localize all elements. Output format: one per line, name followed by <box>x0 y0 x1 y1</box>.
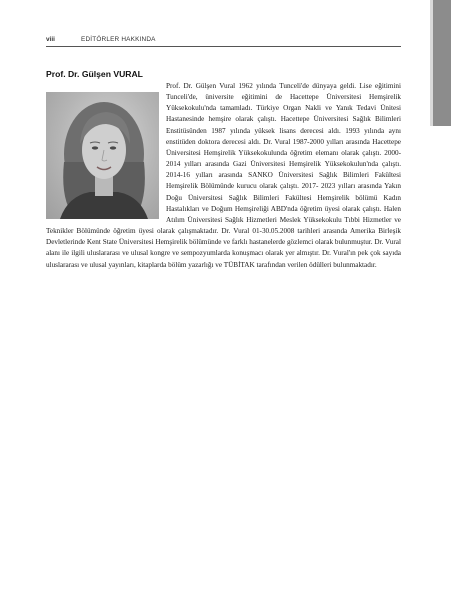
page-edge-tab <box>433 0 451 126</box>
biography-paragraph: Prof. Dr. Gülşen Vural 1962 yılında Tunceli'de dünyaya geldi. Lise eğitimini Tunceli'de, üniversite eğitimini de Hacettepe Üniversitesi Hemşirelik Yüksekokulu'nda tamamladı. Türkiye Organ Nakli ve Yanık Tedavi Ünitesi Hastanesinde hemşire olarak çalıştı. Hacettepe Üniversitesi Sağlık Bilimleri Enstitüsünden 1987 yılında yüksek lisans derecesi aldı. 1993 yılında aynı enstitüden doktora derecesi aldı. Dr. Vural 1987-2000 yılları arasında Hacettepe Üniversitesi Hemşirelik Yüksekokulunda öğretim elemanı olarak çalıştı. 2000-2014 yılları arasında Gazi Üniversitesi Hemşirelik Yüksekokulun'nda çalıştı. 2014-16 yılları arasında SANKO Üniversitesi Sağlık Bilimleri Fakültesi Hemşirelik Bölümünde kurucu olarak çalıştı. 2017- 2023 yılları arasında Yakın Doğu Üniversitesi Sağlık Bilimleri Fakültesi Hemşirelik bölümü Kadın Hastalıkları ve Doğum Hemşireliği ABD'nda öğretim üyesi olarak çalıştı. Halen Atılım Üniversitesi Sağlık Hizmetleri Meslek Yüksekokulu Tıbbi Hizmetler ve Teknikler Bölümünde öğretim üyesi olarak çalışmaktadır. Dr. Vural 01-30.05.2008 tarihleri arasında Amerika Birleşik Devletlerinde Kent State Üniversitesi Hemşirelik bölümünde ve farklı hastanelerde gözlemci olarak bulunmuştur. Dr. Vural alanı ile ilgili uluslararası ve ulusal kongre ve sempozyumlarda konuşmacı olarak yer almıştır. Dr. Vural'ın pek çok sayıda uluslararası ve ulusal yayınları, kitaplarda bölüm yazarlığı ve TÜBİTAK tarafından verilen ödülleri bulunmaktadır. <box>46 82 401 269</box>
author-name: Prof. Dr. Gülşen VURAL <box>46 69 143 79</box>
section-title: EDİTÖRLER HAKKINDA <box>81 36 156 43</box>
biography <box>46 81 401 271</box>
page-number: viii <box>46 36 55 43</box>
photo-wrap-space <box>46 81 166 221</box>
header-rule <box>46 46 401 47</box>
